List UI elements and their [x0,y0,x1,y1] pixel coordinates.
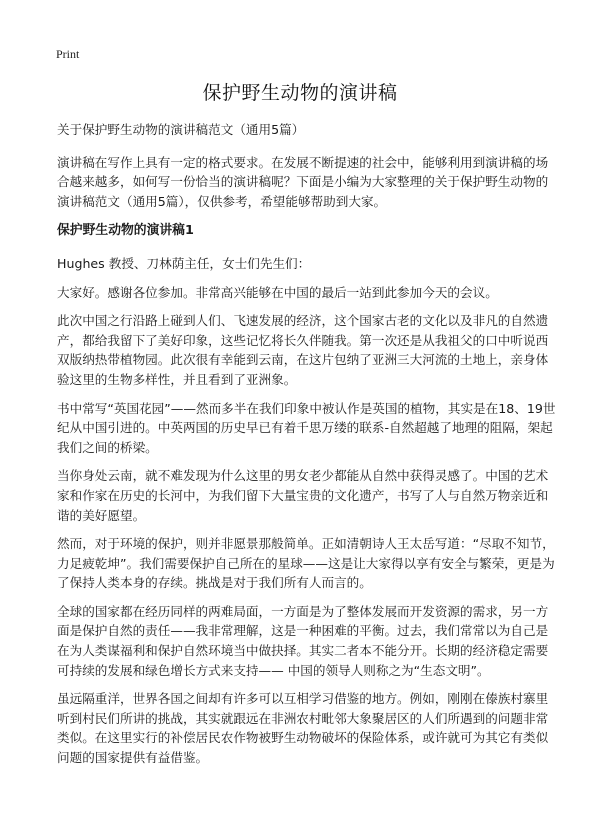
body-paragraph-1: 大家好。感谢各位参加。非常高兴能够在中国的最后一站到此参加今天的会议。 [57,284,498,300]
intro-paragraph: 演讲稿在写作上具有一定的格式要求。在发展不断提速的社会中，能够利用到演讲稿的场合越来越多，如何写一份恰当的演讲稿呢？下面是小编为大家整理的关于保护野生动物的演讲稿范文（通用5篇），仅供参考，希望能够帮助到大家。 [57,154,549,209]
document-body [57,120,560,777]
section-heading: 保护野生动物的演讲稿1 [57,223,194,239]
print-label: Print [56,47,80,61]
body-paragraph-2: 此次中国之行沿路上碰到人们、飞速发展的经济，这个国家古老的文化以及非凡的自然遗产，都给我留下了美好印象，这些记忆将长久伴随我。第一次还是从我祖父的口中听说西双版纳热带植物园。此次很有幸能到云南，在这片包纳了亚洲三大河流的土地上，亲身体验这里的生物多样性，并且看到了亚洲象。 [57,313,549,387]
body-paragraph-7: 虽远隔重洋，世界各国之间却有许多可以互相学习借鉴的地方。例如，刚刚在傣族村寨里听到村民们所讲的挑战，其实就跟远在非洲农村毗邻大象聚居区的人们所遇到的问题非常类似。在这里实行的补偿居民农作物被野生动物破坏的保险体系，或许就可为其它有类似问题的国家提供有益借鉴。 [57,691,549,766]
body-paragraph-6: 全球的国家都在经历同样的两难局面，一方面是为了整体发展而开发资源的需求，另一方面是保护自然的责任——我非常理解，这是一种困难的平衡。过去，我们常常以为自己是在为人类谋福利和保护自然环境当中做抉择。其实二者本不能分开。长期的经济稳定需要可持续的发展和绿色增长方式来支持—— 中国的领导人则称之为“生态文明”。 [57,603,549,678]
document-title: 保护野生动物的演讲稿 [202,82,398,104]
body-paragraph-4: 当你身处云南，就不难发现为什么这里的男女老少都能从自然中获得灵感了。中国的艺术家和作家在历史的长河中，为我们留下大量宝贵的文化遗产，书写了人与自然万物亲近和谐的美好愿望。 [57,468,549,523]
salutation-paragraph: Hughes 教授、刀林荫主任，女士们先生们： [57,255,311,271]
body-paragraph-5: 然而，对于环境的保护，则并非愿景那般简单。正如清朝诗人王太岳写道：“尽取不知节，力足疲乾坤”。我们需要保护自己所在的星球——这是让大家得以享有安全与繁荣，更是为了保持人类本身的存续。挑战是对于我们所有人而言的。 [57,536,555,591]
body-paragraph-3: 书中常写“英国花园”——然而多半在我们印象中被认作是英国的植物，其实是在18、19世纪从中国引进的。中英两国的历史早已有着千思万缕的联系-自然超越了地理的阻隔，架起我们之间的桥梁。 [57,400,556,455]
document-subtitle: 关于保护野生动物的演讲稿范文（通用5篇） [57,122,305,137]
